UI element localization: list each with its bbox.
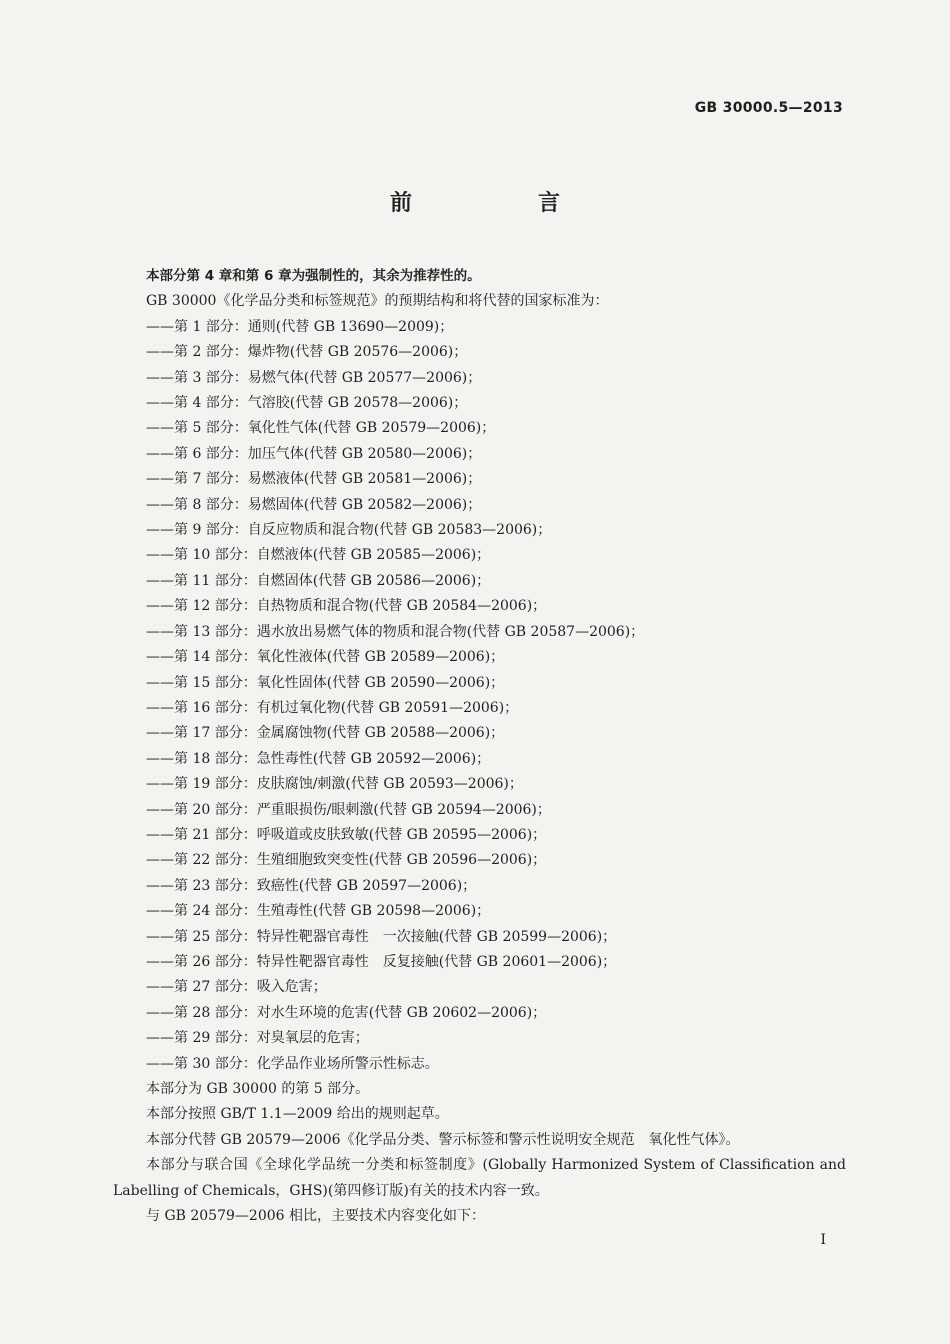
list-item: ——第 2 部分：爆炸物(代替 GB 20576—2006)； xyxy=(146,344,468,361)
list-item: ——第 22 部分：生殖细胞致突变性(代替 GB 20596—2006)； xyxy=(146,852,547,869)
list-item: ——第 3 部分：易燃气体(代替 GB 20577—2006)； xyxy=(146,369,482,386)
list-item: ——第 13 部分：遇水放出易燃气体的物质和混合物(代替 GB 20587—2006)； xyxy=(146,623,645,640)
list-item: ——第 17 部分：金属腐蚀物(代替 GB 20588—2006)； xyxy=(146,725,505,742)
list-item: ——第 15 部分：氧化性固体(代替 GB 20590—2006)； xyxy=(146,674,505,691)
list-item: ——第 11 部分：自燃固体(代替 GB 20586—2006)； xyxy=(146,572,491,589)
paragraph: 本部分与联合国《全球化学品统一分类和标签制度》(Globally Harmonized System of Classification and Labelling of Chemicals，GHS)(第四修订版)有关的技术内容一致。 xyxy=(113,1157,846,1199)
list-item: ——第 25 部分：特异性靶器官毒性 一次接触(代替 GB 20599—2006)； xyxy=(146,928,617,945)
list-item: ——第 10 部分：自燃液体(代替 GB 20585—2006)； xyxy=(146,547,491,564)
document-body xyxy=(113,264,846,1229)
paragraph: 本部分为 GB 30000 的第 5 部分。 xyxy=(146,1081,370,1097)
list-item: ——第 29 部分：对臭氧层的危害； xyxy=(146,1030,369,1047)
list-item: ——第 12 部分：自热物质和混合物(代替 GB 20584—2006)； xyxy=(146,598,547,615)
list-item: ——第 16 部分：有机过氧化物(代替 GB 20591—2006)； xyxy=(146,699,519,716)
list-item: ——第 1 部分：通则(代替 GB 13690—2009)； xyxy=(146,318,454,335)
list-item: ——第 24 部分：生殖毒性(代替 GB 20598—2006)； xyxy=(146,903,491,920)
page-title: 前 言 xyxy=(389,191,612,216)
list-item: ——第 23 部分：致癌性(代替 GB 20597—2006)； xyxy=(146,877,477,894)
list-item: ——第 20 部分：严重眼损伤/眼刺激(代替 GB 20594—2006)； xyxy=(146,801,551,818)
structure-intro: GB 30000《化学品分类和标签规范》的预期结构和将代替的国家标准为： xyxy=(146,293,609,310)
list-item: ——第 6 部分：加压气体(代替 GB 20580—2006)； xyxy=(146,445,482,462)
list-item: ——第 4 部分：气溶胶(代替 GB 20578—2006)； xyxy=(146,395,468,412)
list-item: ——第 18 部分：急性毒性(代替 GB 20592—2006)； xyxy=(146,750,491,767)
list-item: ——第 21 部分：呼吸道或皮肤致敏(代替 GB 20595—2006)； xyxy=(146,826,547,843)
list-item: ——第 7 部分：易燃液体(代替 GB 20581—2006)； xyxy=(146,471,482,488)
list-item: ——第 8 部分：易燃固体(代替 GB 20582—2006)； xyxy=(146,496,482,513)
page-number: I xyxy=(820,1232,826,1248)
paragraph: 与 GB 20579—2006 相比，主要技术内容变化如下： xyxy=(146,1208,485,1225)
paragraph: 本部分代替 GB 20579—2006《化学品分类、警示标签和警示性说明安全规范 氧化性气体》。 xyxy=(146,1131,740,1148)
standard-code: GB 30000.5—2013 xyxy=(694,100,843,116)
mandatory-statement: 本部分第 4 章和第 6 章为强制性的，其余为推荐性的。 xyxy=(146,268,481,284)
list-item: ——第 28 部分：对水生环境的危害(代替 GB 20602—2006)； xyxy=(146,1004,547,1021)
list-item: ——第 27 部分：吸入危害； xyxy=(146,979,327,996)
paragraph: 本部分按照 GB/T 1.1—2009 给出的规则起草。 xyxy=(146,1106,449,1123)
list-item: ——第 30 部分：化学品作业场所警示性标志。 xyxy=(146,1055,439,1072)
list-item: ——第 26 部分：特异性靶器官毒性 反复接触(代替 GB 20601—2006)； xyxy=(146,953,617,970)
list-item: ——第 19 部分：皮肤腐蚀/刺激(代替 GB 20593—2006)； xyxy=(146,776,523,793)
list-item: ——第 14 部分：氧化性液体(代替 GB 20589—2006)； xyxy=(146,649,505,666)
list-item: ——第 9 部分：自反应物质和混合物(代替 GB 20583—2006)； xyxy=(146,522,552,539)
list-item: ——第 5 部分：氧化性气体(代替 GB 20579—2006)； xyxy=(146,420,496,437)
